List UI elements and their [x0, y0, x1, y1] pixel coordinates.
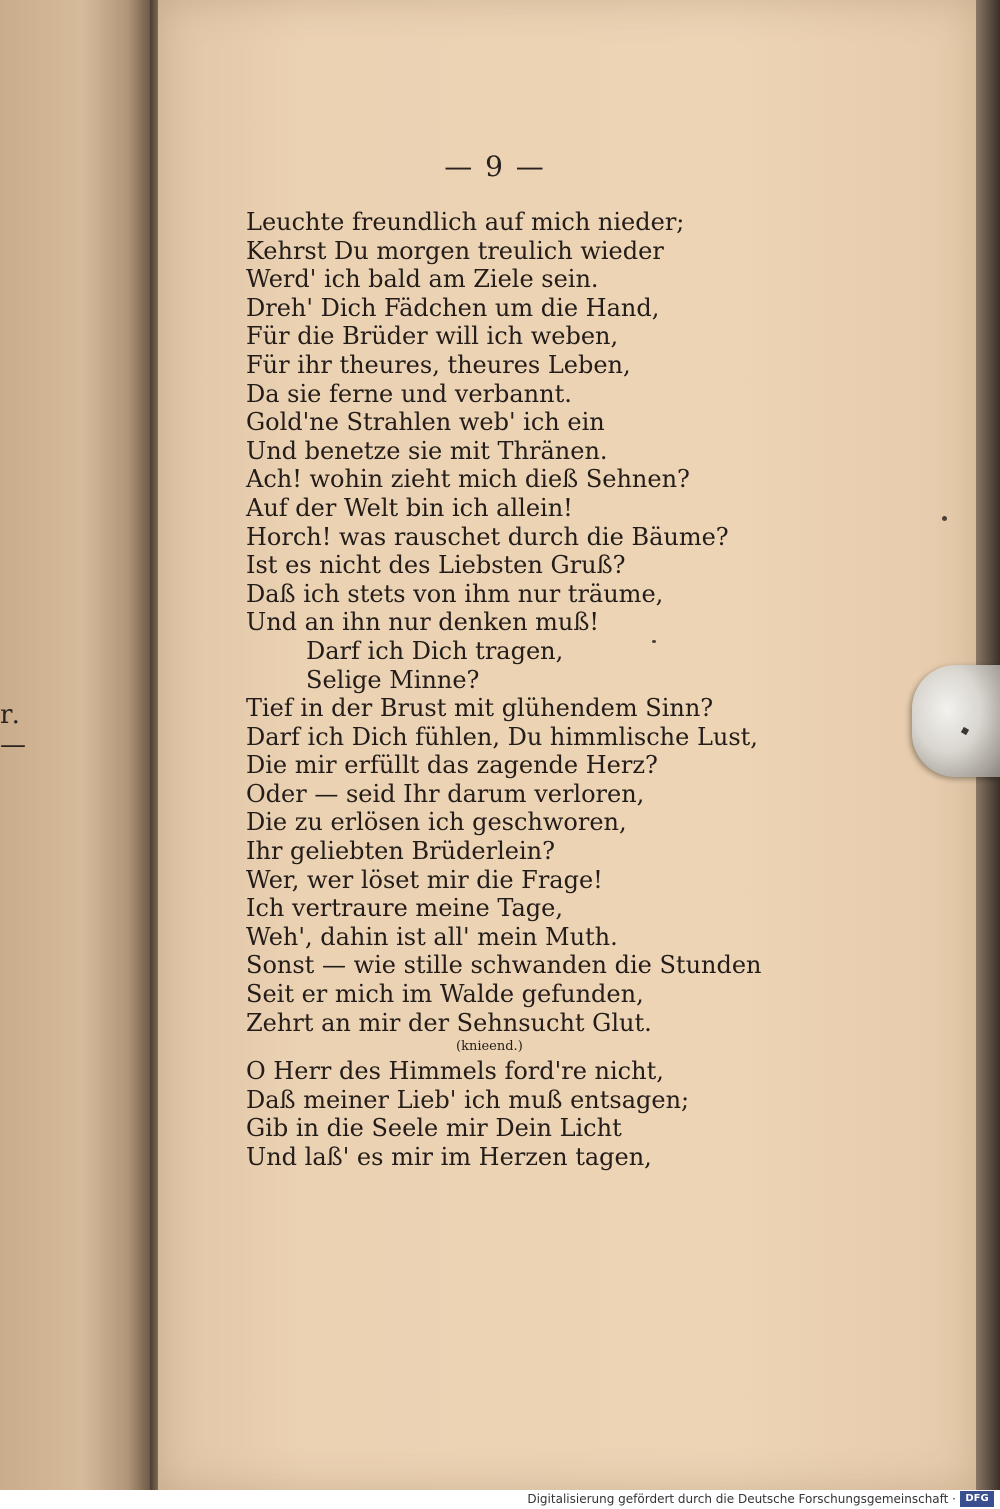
paper-speck: [652, 640, 656, 643]
poem-line: Sonst — wie stille schwanden die Stunden: [246, 951, 762, 980]
left-page-text-fragment: r. —: [0, 700, 28, 760]
poem-line: Gold'ne Strahlen web' ich ein: [246, 408, 605, 437]
poem-line: Horch! was rauschet durch die Bäume?: [246, 522, 729, 551]
poem-line: Wer, wer löset mir die Frage!: [246, 865, 603, 894]
paper-speck: [942, 516, 947, 521]
poem-line: Auf der Welt bin ich allein!: [246, 493, 573, 522]
dfg-logo: DFG: [960, 1491, 994, 1507]
poem-line: Dreh' Dich Fädchen um die Hand,: [246, 293, 660, 322]
poem-line: Daß ich stets von ihm nur träume,: [246, 579, 664, 608]
poem-line: Zehrt an mir der Sehnsucht Glut.: [246, 1008, 652, 1037]
poem-line: Oder — seid Ihr darum verloren,: [246, 779, 645, 808]
poem-line: Gib in die Seele mir Dein Licht: [246, 1114, 622, 1143]
poem-line: Werd' ich bald am Ziele sein.: [246, 265, 599, 294]
poem-line: Für ihr theures, theures Leben,: [246, 350, 631, 379]
poem-line: Für die Brüder will ich weben,: [246, 322, 619, 351]
poem-line: Ist es nicht des Liebsten Gruß?: [246, 551, 626, 580]
page-number: — 9 —: [444, 150, 546, 183]
poem-line: Tief in der Brust mit glühendem Sinn?: [246, 694, 714, 723]
poem-line: Selige Minne?: [306, 665, 480, 694]
poem-line: Weh', dahin ist all' mein Muth.: [246, 922, 618, 951]
poem-line: Da sie ferne und verbannt.: [246, 379, 572, 408]
poem-lines: [246, 208, 846, 1037]
poem-line: Darf ich Dich tragen,: [306, 636, 564, 665]
poem-line: Daß meiner Lieb' ich muß entsagen;: [246, 1085, 690, 1114]
poem-line: Und an ihn nur denken muß!: [246, 608, 600, 637]
poem-text: [246, 208, 846, 1172]
poem-line: Ich vertraure meine Tage,: [246, 894, 564, 923]
poem-line: Ihr geliebten Brüderlein?: [246, 837, 555, 866]
poem-line: Und laß' es mir im Herzen tagen,: [246, 1143, 652, 1171]
page-clip: [912, 665, 1000, 777]
poem-line: Die mir erfüllt das zagende Herz?: [246, 751, 658, 780]
poem-line: Kehrst Du morgen treulich wieder: [246, 236, 664, 265]
footer-credit: Digitalisierung gefördert durch die Deutsche Forschungsgemeinschaft ·: [527, 1492, 956, 1506]
poem-line: Und benetze sie mit Thränen.: [246, 436, 608, 465]
poem-line: Leuchte freundlich auf mich nieder;: [246, 208, 685, 236]
poem-line: Ach! wohin zieht mich dieß Sehnen?: [246, 465, 690, 494]
poem-line: Die zu erlösen ich geschworen,: [246, 808, 627, 837]
stage-direction: (knieend.): [456, 1039, 523, 1055]
poem-line: Seit er mich im Walde gefunden,: [246, 980, 644, 1009]
poem-line: O Herr des Himmels ford're nicht,: [246, 1057, 664, 1086]
poem-lines-after: [246, 1057, 846, 1171]
poem-line: Darf ich Dich fühlen, Du himmlische Lust,: [246, 722, 758, 751]
